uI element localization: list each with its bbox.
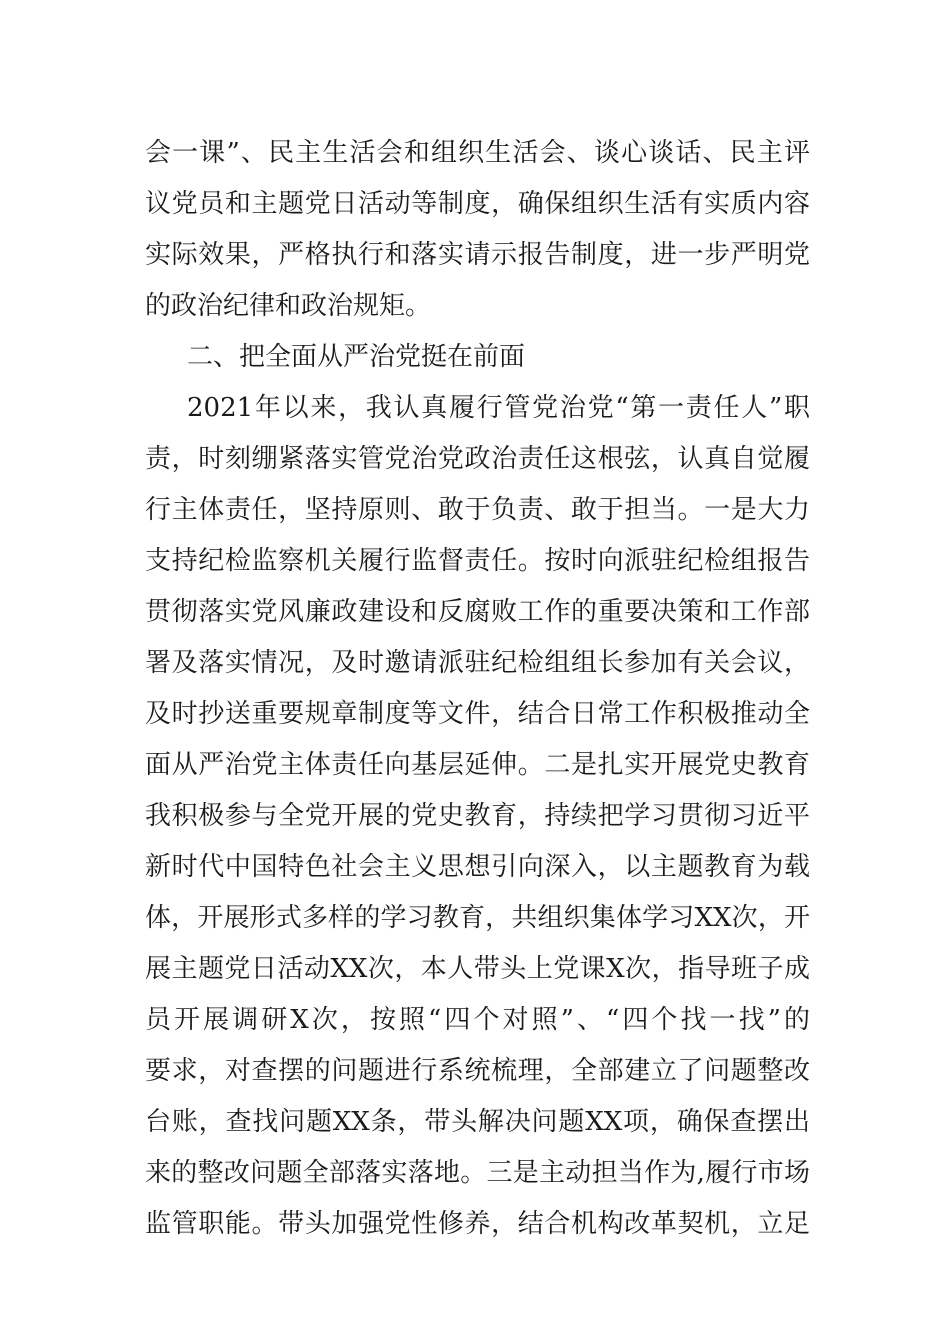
text-line: 议党员和主题党日活动等制度，确保组织生活有实质内容: [145, 189, 810, 219]
text-line: 体，开展形式多样的学习教育，共组织集体学习XX次，开: [145, 903, 810, 933]
text-line: 新时代中国特色社会主义思想引向深入，以主题教育为载: [145, 852, 810, 882]
text-line: 员开展调研X次，按照“四个对照”、“四个找一找”的: [145, 1005, 810, 1035]
text-line: 会一课”、民主生活会和组织生活会、谈心谈话、民主评: [145, 138, 810, 168]
document-body: [145, 128, 810, 1250]
text-line: 2021年以来，我认真履行管党治党“第一责任人”职: [187, 393, 810, 423]
text-line: 来的整改问题全部落实落地。三是主动担当作为,履行市场: [145, 1158, 810, 1188]
text-line: 面从严治党主体责任向基层延伸。二是扎实开展党史教育: [145, 750, 810, 780]
text-line: 台账，查找问题XX条，带头解决问题XX项，确保查摆出: [145, 1107, 810, 1137]
text-line: 的政治纪律和政治规矩。: [145, 291, 432, 321]
text-line: 监管职能。带头加强党性修养，结合机构改革契机，立足: [145, 1209, 810, 1239]
section-heading: 二、把全面从严治党挺在前面: [187, 342, 526, 372]
text-line: 实际效果，严格执行和落实请示报告制度，进一步严明党: [145, 240, 810, 270]
text-line: 我积极参与全党开展的党史教育，持续把学习贯彻习近平: [145, 801, 810, 831]
text-line: 贯彻落实党风廉政建设和反腐败工作的重要决策和工作部: [145, 597, 810, 627]
text-line: 展主题党日活动XX次，本人带头上党课X次，指导班子成: [145, 954, 810, 984]
text-line: 责，时刻绷紧落实管党治党政治责任这根弦，认真自觉履: [145, 444, 810, 474]
text-line: 署及落实情况，及时邀请派驻纪检组组长参加有关会议，: [145, 648, 810, 678]
text-line: 要求，对查摆的问题进行系统梳理，全部建立了问题整改: [145, 1056, 810, 1086]
text-line: 及时抄送重要规章制度等文件，结合日常工作积极推动全: [145, 699, 810, 729]
text-line: 支持纪检监察机关履行监督责任。按时向派驻纪检组报告: [145, 546, 810, 576]
text-line: 行主体责任，坚持原则、敢于负责、敢于担当。一是大力: [145, 495, 810, 525]
